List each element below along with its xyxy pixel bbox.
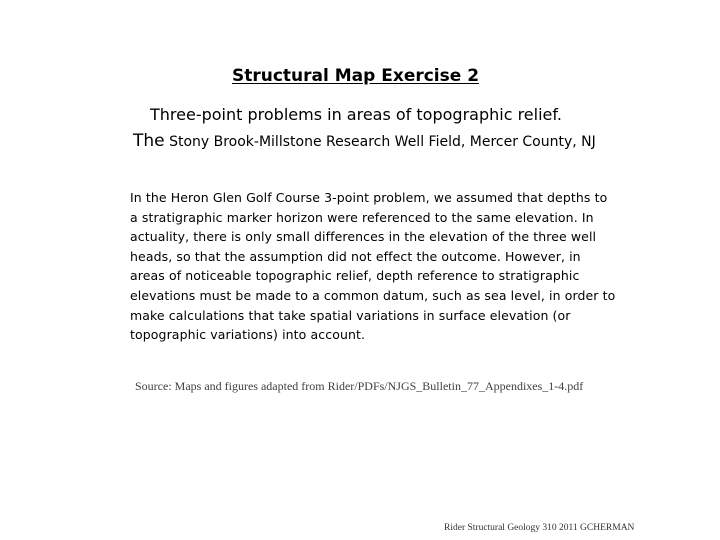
slide-title: Structural Map Exercise 2 <box>232 66 480 86</box>
footer-credit: Rider Structural Geology 310 2011 GCHERMAN <box>444 523 635 533</box>
source-citation: Source: Maps and figures adapted from Rider/PDFs/NJGS_Bulletin_77_Appendixes_1-4.pdf <box>135 379 584 393</box>
subtitle-line-2-lead: The <box>133 131 165 151</box>
body-line: areas of noticeable topographic relief, depth reference to stratigraphic <box>130 268 580 284</box>
body-line: In the Heron Glen Golf Course 3-point problem, we assumed that depths to <box>130 190 608 205</box>
body-line: actuality, there is only small differences in the elevation of the three well <box>130 229 597 245</box>
subtitle-line-2-rest: Stony Brook-Millstone Research Well Field, Mercer County, NJ <box>164 134 596 150</box>
body-line: make calculations that take spatial variations in surface elevation (or <box>130 307 571 323</box>
body-line: elevations must be made to a common datum, such as sea level, in order to <box>130 287 616 303</box>
subtitle-line-2 <box>133 131 596 151</box>
body-line: topographic variations) into account. <box>130 327 366 343</box>
subtitle-line-1: Three-point problems in areas of topographic relief. <box>150 105 562 124</box>
body-line: a stratigraphic marker horizon were referenced to the same elevation. In <box>130 209 594 225</box>
body-paragraph <box>130 188 630 345</box>
body-line: heads, so that the assumption did not effect the outcome. However, in <box>130 248 581 264</box>
